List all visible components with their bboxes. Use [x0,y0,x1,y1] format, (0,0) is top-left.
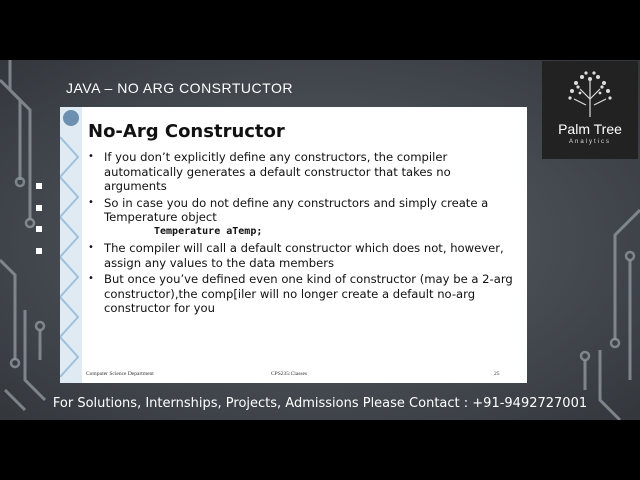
footer-page-number: 25 [494,371,500,377]
palm-tree-logo [542,61,638,159]
slide-title: No-Arg Constructor [88,121,285,142]
slide-side-pattern [60,107,82,383]
code-snippet: Temperature aTemp; [154,225,263,237]
footer-department: Computer Science Department [86,371,154,377]
slide-bullet [86,196,516,239]
outer-bullet [36,183,42,189]
slide-bullet [86,241,516,270]
outer-bullet [36,226,42,232]
logo-subtitle: Analytics [568,139,611,145]
logo-name: Palm Tree [558,121,622,137]
video-title: JAVA – NO ARG CONSRTUCTOR [66,80,293,96]
outer-bullet [36,205,42,211]
bullet-mark: • [88,151,94,162]
footer-course: CPS235:Classes [271,371,308,377]
slide-bullet [86,272,516,316]
slide-bullet [86,150,516,194]
outer-bullet [36,248,42,254]
bullet-mark: • [88,273,94,285]
bullet-mark: • [88,196,94,208]
bullet-mark: • [88,241,94,253]
slide-bullets [86,150,516,318]
bullet-text: The compiler will call a default constructor which does not, however, assign any values to the data members [104,240,504,270]
university-seal-icon [63,110,79,126]
bullet-text: If you don’t explicitly define any constructors, the compiler automatically generates a default constructor that takes no arguments [104,150,451,194]
tree-icon [542,65,638,123]
bullet-text: So in case you do not define any constructors and simply create a Temperature object [104,195,489,225]
contact-banner: For Solutions, Internships, Projects, Admissions Please Contact : +91-9492727001 [52,396,588,411]
slide-image [60,107,527,383]
bullet-text: But once you’ve defined even one kind of constructor (may be a 2-arg constructor),the comp[iler will no longer create a default no-arg constructor for you [104,272,513,316]
